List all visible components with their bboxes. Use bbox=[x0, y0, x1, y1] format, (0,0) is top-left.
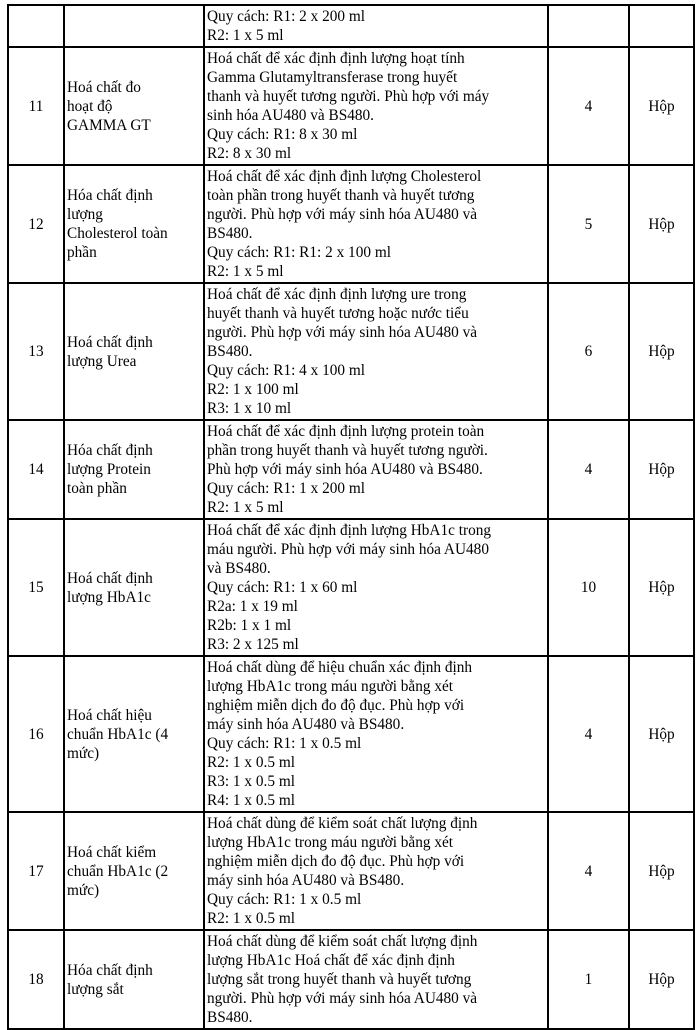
text-line: R2: 1 x 100 ml bbox=[207, 381, 299, 398]
text-line: Phù hợp với máy sinh hóa AU480 và BS480. bbox=[207, 461, 483, 478]
row-number-cell: 11 bbox=[8, 47, 64, 165]
text-line: Hoá chất để xác định định lượng Cholesterol bbox=[207, 168, 482, 185]
text-line: lượng Protein bbox=[67, 461, 151, 478]
text-line: Hoá chất để xác định định lượng hoạt tính bbox=[207, 50, 465, 67]
text-line: thanh và huyết tương người. Phù hợp với máy bbox=[207, 88, 490, 105]
text-line: Hóa chất định bbox=[67, 442, 153, 459]
unit-cell: Hộp bbox=[629, 165, 694, 283]
row-number-cell: 13 bbox=[8, 283, 64, 420]
text-line: toàn phần bbox=[67, 480, 127, 497]
text-line: Quy cách: R1: 8 x 30 ml bbox=[207, 126, 358, 143]
text-line: Hoá chất kiểm bbox=[67, 843, 157, 861]
text-line: BS480. bbox=[207, 1009, 253, 1026]
quantity-cell: 4 bbox=[548, 812, 629, 930]
text-line: máu người. Phù hợp với máy sinh hóa AU480 bbox=[207, 541, 489, 558]
text-line: người. Phù hợp với máy sinh hóa AU480 và bbox=[207, 324, 478, 341]
text-line: BS480. bbox=[207, 343, 253, 360]
text-line: lượng sắt bbox=[67, 980, 124, 998]
item-name-cell bbox=[64, 420, 204, 519]
item-name-cell bbox=[64, 47, 204, 165]
text-line: hoạt độ bbox=[67, 97, 113, 115]
item-name-cell bbox=[64, 5, 204, 47]
text-line: Quy cách: R1: R1: 2 x 100 ml bbox=[207, 244, 391, 261]
item-name-cell bbox=[64, 656, 204, 812]
item-description-cell bbox=[204, 47, 548, 165]
document-page bbox=[0, 4, 700, 1026]
text-line: GAMMA GT bbox=[67, 116, 151, 134]
text-line: lượng HbA1c bbox=[67, 588, 151, 606]
table-row bbox=[8, 165, 694, 283]
unit-cell: Hộp bbox=[629, 656, 694, 812]
table-row bbox=[8, 656, 694, 812]
text-line: người. Phù hợp với máy sinh hóa AU480 và bbox=[207, 206, 478, 223]
text-line: R2b: 1 x 1 ml bbox=[207, 617, 292, 634]
text-line: huyết thanh và huyết tương hoặc nước tiểu bbox=[207, 305, 469, 322]
table-row bbox=[8, 930, 694, 1029]
text-line: phần bbox=[67, 244, 97, 261]
items-table bbox=[7, 4, 695, 1030]
text-line: Hoá chất định bbox=[67, 569, 153, 587]
text-line: lượng bbox=[67, 206, 103, 223]
table-row bbox=[8, 5, 694, 47]
text-line: nghiệm miễn dịch đo độ đục. Phù hợp với bbox=[207, 853, 465, 870]
text-line: R3: 1 x 10 ml bbox=[207, 400, 292, 417]
text-line: mức) bbox=[67, 744, 100, 762]
text-line: R3: 1 x 0.5 ml bbox=[207, 773, 295, 790]
text-line: Hoá chất hiệu bbox=[67, 706, 152, 724]
unit-cell: Hộp bbox=[629, 420, 694, 519]
table-row bbox=[8, 519, 694, 656]
table-row bbox=[8, 420, 694, 519]
unit-cell: Hộp bbox=[629, 283, 694, 420]
quantity-cell: 4 bbox=[548, 656, 629, 812]
item-description-cell bbox=[204, 930, 548, 1029]
text-line: lượng Urea bbox=[67, 352, 137, 370]
row-number-cell: 14 bbox=[8, 420, 64, 519]
text-line: sinh hóa AU480 và BS480. bbox=[207, 107, 374, 124]
text-line: R4: 1 x 0.5 ml bbox=[207, 792, 295, 809]
text-line: Hóa chất định bbox=[67, 187, 153, 204]
text-line: chuẩn HbA1c (4 bbox=[67, 725, 169, 743]
text-line: Hoá chất để xác định định lượng HbA1c trong bbox=[207, 522, 492, 539]
text-line: Hoá chất để xác định định lượng protein toàn bbox=[207, 423, 485, 440]
text-line: R2a: 1 x 19 ml bbox=[207, 598, 298, 615]
table-row bbox=[8, 283, 694, 420]
unit-cell: Hộp bbox=[629, 812, 694, 930]
item-name-cell bbox=[64, 283, 204, 420]
text-line: lượng sắt trong huyết thanh và huyết tương bbox=[207, 971, 472, 988]
text-line: Quy cách: R1: 4 x 100 ml bbox=[207, 362, 366, 379]
text-line: Gamma Glutamyltransferase trong huyết bbox=[207, 69, 458, 86]
row-number-cell bbox=[8, 5, 64, 47]
text-line: R2: 1 x 5 ml bbox=[207, 499, 284, 516]
text-line: Quy cách: R1: 2 x 200 ml bbox=[207, 8, 366, 25]
text-line: lượng HbA1c trong máu người bằng xét bbox=[207, 678, 454, 695]
text-line: R2: 1 x 0.5 ml bbox=[207, 910, 295, 927]
quantity-cell bbox=[548, 5, 629, 47]
text-line: Hoá chất dùng để hiệu chuẩn xác định định bbox=[207, 659, 473, 676]
quantity-cell: 4 bbox=[548, 47, 629, 165]
text-line: máy sinh hóa AU480 và BS480. bbox=[207, 872, 405, 889]
text-line: Hoá chất đo bbox=[67, 78, 141, 96]
text-line: và BS480. bbox=[207, 560, 271, 577]
unit-cell: Hộp bbox=[629, 519, 694, 656]
text-line: máy sinh hóa AU480 và BS480. bbox=[207, 716, 405, 733]
text-line: Cholesterol toàn bbox=[67, 225, 168, 242]
text-line: Hóa chất định bbox=[67, 961, 153, 979]
text-line: lượng HbA1c Hoá chất để xác định định bbox=[207, 952, 455, 969]
item-description-cell bbox=[204, 656, 548, 812]
unit-cell: Hộp bbox=[629, 930, 694, 1029]
item-description-cell bbox=[204, 283, 548, 420]
text-line: R2: 1 x 5 ml bbox=[207, 263, 284, 280]
quantity-cell: 6 bbox=[548, 283, 629, 420]
text-line: người. Phù hợp với máy sinh hóa AU480 và bbox=[207, 990, 478, 1007]
text-line: R2: 1 x 5 ml bbox=[207, 27, 284, 44]
quantity-cell: 4 bbox=[548, 420, 629, 519]
text-line: phần trong huyết thanh và huyết tương người. bbox=[207, 442, 488, 459]
table-body bbox=[8, 5, 694, 1029]
text-line: R3: 2 x 125 ml bbox=[207, 636, 299, 653]
item-name-cell bbox=[64, 812, 204, 930]
item-description-cell bbox=[204, 812, 548, 930]
text-line: toàn phần trong huyết thanh và huyết tương bbox=[207, 187, 475, 204]
item-description-cell bbox=[204, 519, 548, 656]
text-line: chuẩn HbA1c (2 bbox=[67, 862, 169, 880]
text-line: Quy cách: R1: 1 x 0.5 ml bbox=[207, 735, 362, 752]
unit-cell bbox=[629, 5, 694, 47]
row-number-cell: 15 bbox=[8, 519, 64, 656]
text-line: Quy cách: R1: 1 x 60 ml bbox=[207, 579, 358, 596]
row-number-cell: 12 bbox=[8, 165, 64, 283]
item-description-cell bbox=[204, 5, 548, 47]
table-row bbox=[8, 47, 694, 165]
text-line: Quy cách: R1: 1 x 0.5 ml bbox=[207, 891, 362, 908]
text-line: Quy cách: R1: 1 x 200 ml bbox=[207, 480, 366, 497]
text-line: nghiệm miễn dịch đo độ đục. Phù hợp với bbox=[207, 697, 465, 714]
row-number-cell: 18 bbox=[8, 930, 64, 1029]
text-line: Hoá chất để xác định định lượng ure trong bbox=[207, 286, 467, 303]
item-description-cell bbox=[204, 165, 548, 283]
quantity-cell: 10 bbox=[548, 519, 629, 656]
text-line: Hoá chất dùng để kiểm soát chất lượng định bbox=[207, 933, 478, 950]
text-line: lượng HbA1c trong máu người bằng xét bbox=[207, 834, 454, 851]
quantity-cell: 1 bbox=[548, 930, 629, 1029]
item-name-cell bbox=[64, 930, 204, 1029]
text-line: mức) bbox=[67, 881, 100, 899]
item-name-cell bbox=[64, 165, 204, 283]
item-name-cell bbox=[64, 519, 204, 656]
item-description-cell bbox=[204, 420, 548, 519]
text-line: BS480. bbox=[207, 225, 253, 242]
text-line: R2: 8 x 30 ml bbox=[207, 145, 292, 162]
unit-cell: Hộp bbox=[629, 47, 694, 165]
row-number-cell: 16 bbox=[8, 656, 64, 812]
table-row bbox=[8, 812, 694, 930]
row-number-cell: 17 bbox=[8, 812, 64, 930]
quantity-cell: 5 bbox=[548, 165, 629, 283]
text-line: Hoá chất dùng để kiểm soát chất lượng định bbox=[207, 815, 478, 832]
text-line: Hoá chất định bbox=[67, 333, 153, 351]
text-line: R2: 1 x 0.5 ml bbox=[207, 754, 295, 771]
